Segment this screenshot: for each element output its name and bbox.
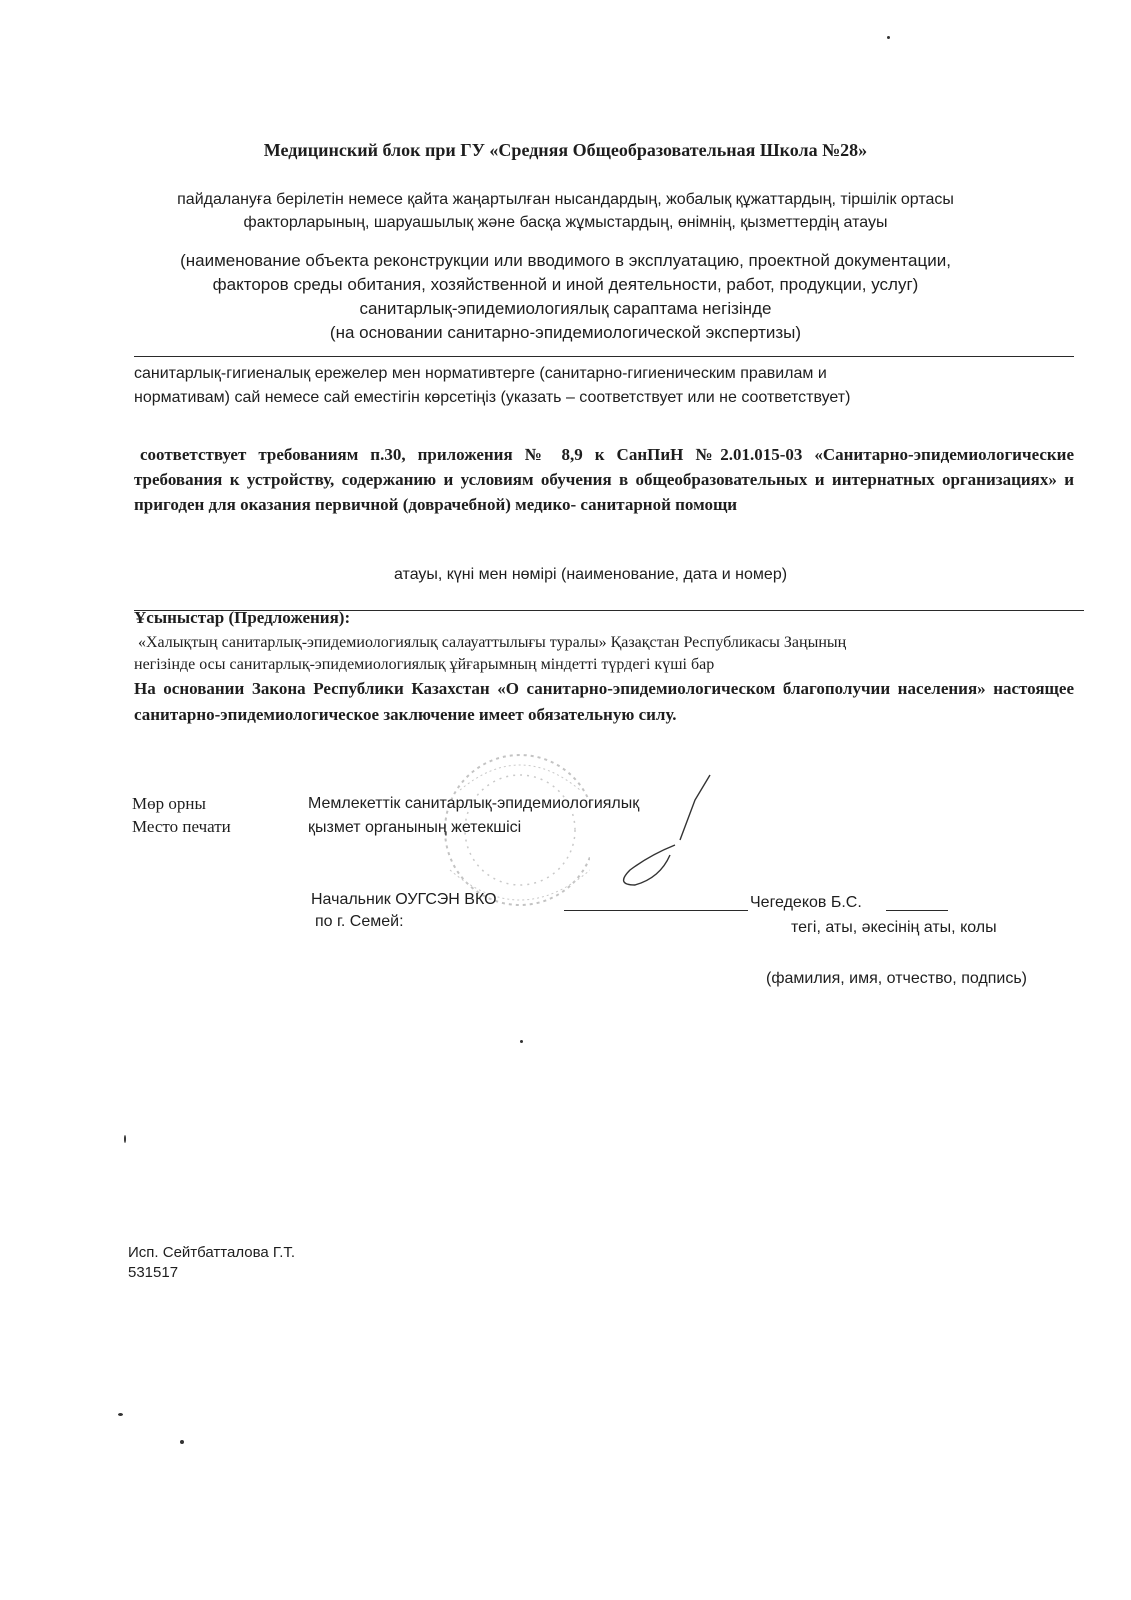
norms-line1: санитарлық-гигиеналық ережелер мен нормативтерге (санитарно-гигиеническим правилам и	[134, 365, 827, 382]
expertise-basis-ru: (на основании санитарно-эпидемиологической экспертизы)	[329, 323, 802, 342]
norms-line2: нормативам) сай немесе сай еместігін көрсетіңіз (указать – соответствует или не соответствует)	[134, 389, 851, 406]
signer-name: Чегедеков Б.С.	[750, 894, 862, 911]
proposals-kz-line1: «Халықтың санитарлық-эпидемиологиялық салауаттылығы туралы» Қазақстан Республикасы Заңының	[138, 634, 847, 651]
executor-phone: 531517	[128, 1264, 179, 1281]
scan-speck	[180, 1440, 184, 1444]
head-title-kz-line1: Мемлекеттік санитарлық-эпидемиологиялық	[308, 795, 640, 812]
expertise-basis-kz: санитарлық-эпидемиологиялық сараптама негізінде	[359, 299, 772, 318]
object-label-kz-line1: пайдалануға берілетін немесе қайта жаңартылған нысандардың, жобалық құжаттардың, тіршілік ортасы	[177, 191, 954, 208]
stamp-seal-image	[430, 730, 590, 960]
seal-place-kz: Мөр орны	[132, 794, 206, 813]
proposals-ru-text: На основании Закона Республики Казахстан «О санитарно-эпидемиологическом благополучии населения» настоящее санитарно-эпидемиологическое заключение имеет обязательную силу.	[134, 679, 1074, 724]
object-label-kz-line2: факторларының, шаруашылық және басқа жұмыстардың, өнімнің, қызметтердің атауы	[243, 214, 888, 231]
scan-speck	[124, 1135, 126, 1143]
scan-speck	[520, 1040, 523, 1043]
object-label-ru-line2: факторов среды обитания, хозяйственной и иной деятельности, работ, продукции, услуг)	[212, 275, 919, 294]
head-title-kz-line2: қызмет органының жетекшісі	[308, 819, 522, 836]
signature-image	[600, 770, 740, 920]
conclusion-text: соответствует требованиям п.30, приложения № 8,9 к СанПиН №2.01.015-03 «Санитарно-эпидемиологические требования к устройству, содержанию и условиям обучения в общеобразовательных и интернатных организациях» и пригоден для оказания первичной (доврачебной) медико- санитарной помощи	[134, 445, 1074, 514]
scan-speck	[887, 36, 890, 39]
proposals-kz-line2: негізінде осы санитарлық-эпидемиологиялық ұйғарымның міндетті түрдегі күші бар	[134, 656, 715, 673]
position-line1: Начальник ОУГСЭН ВКО	[311, 891, 497, 908]
norms-instruction	[134, 362, 1074, 410]
document-reference-label: атауы, күні мен нөмірі (наименование, дата и номер)	[394, 566, 788, 583]
executor-name: Исп. Сейтбатталова Г.Т.	[128, 1244, 296, 1261]
proposals-heading: Ұсыныстар (Предложения):	[134, 608, 351, 627]
object-label-ru-line1: (наименование объекта реконструкции или вводимого в эксплуатацию, проектной документации,	[180, 251, 951, 270]
signature-line	[564, 910, 748, 911]
name-label-ru: (фамилия, имя, отчество, подпись)	[766, 970, 1028, 987]
document-title: Медицинский блок при ГУ «Средняя Общеобразовательная Школа №28»	[263, 140, 868, 160]
signature-line-tail	[886, 910, 948, 911]
name-label-kz: тегі, аты, әкесінің аты, колы	[791, 919, 997, 936]
seal-place-ru: Место печати	[132, 817, 231, 836]
divider-line	[134, 356, 1074, 357]
scan-speck	[118, 1413, 123, 1416]
position-line2: по г. Семей:	[315, 913, 404, 930]
